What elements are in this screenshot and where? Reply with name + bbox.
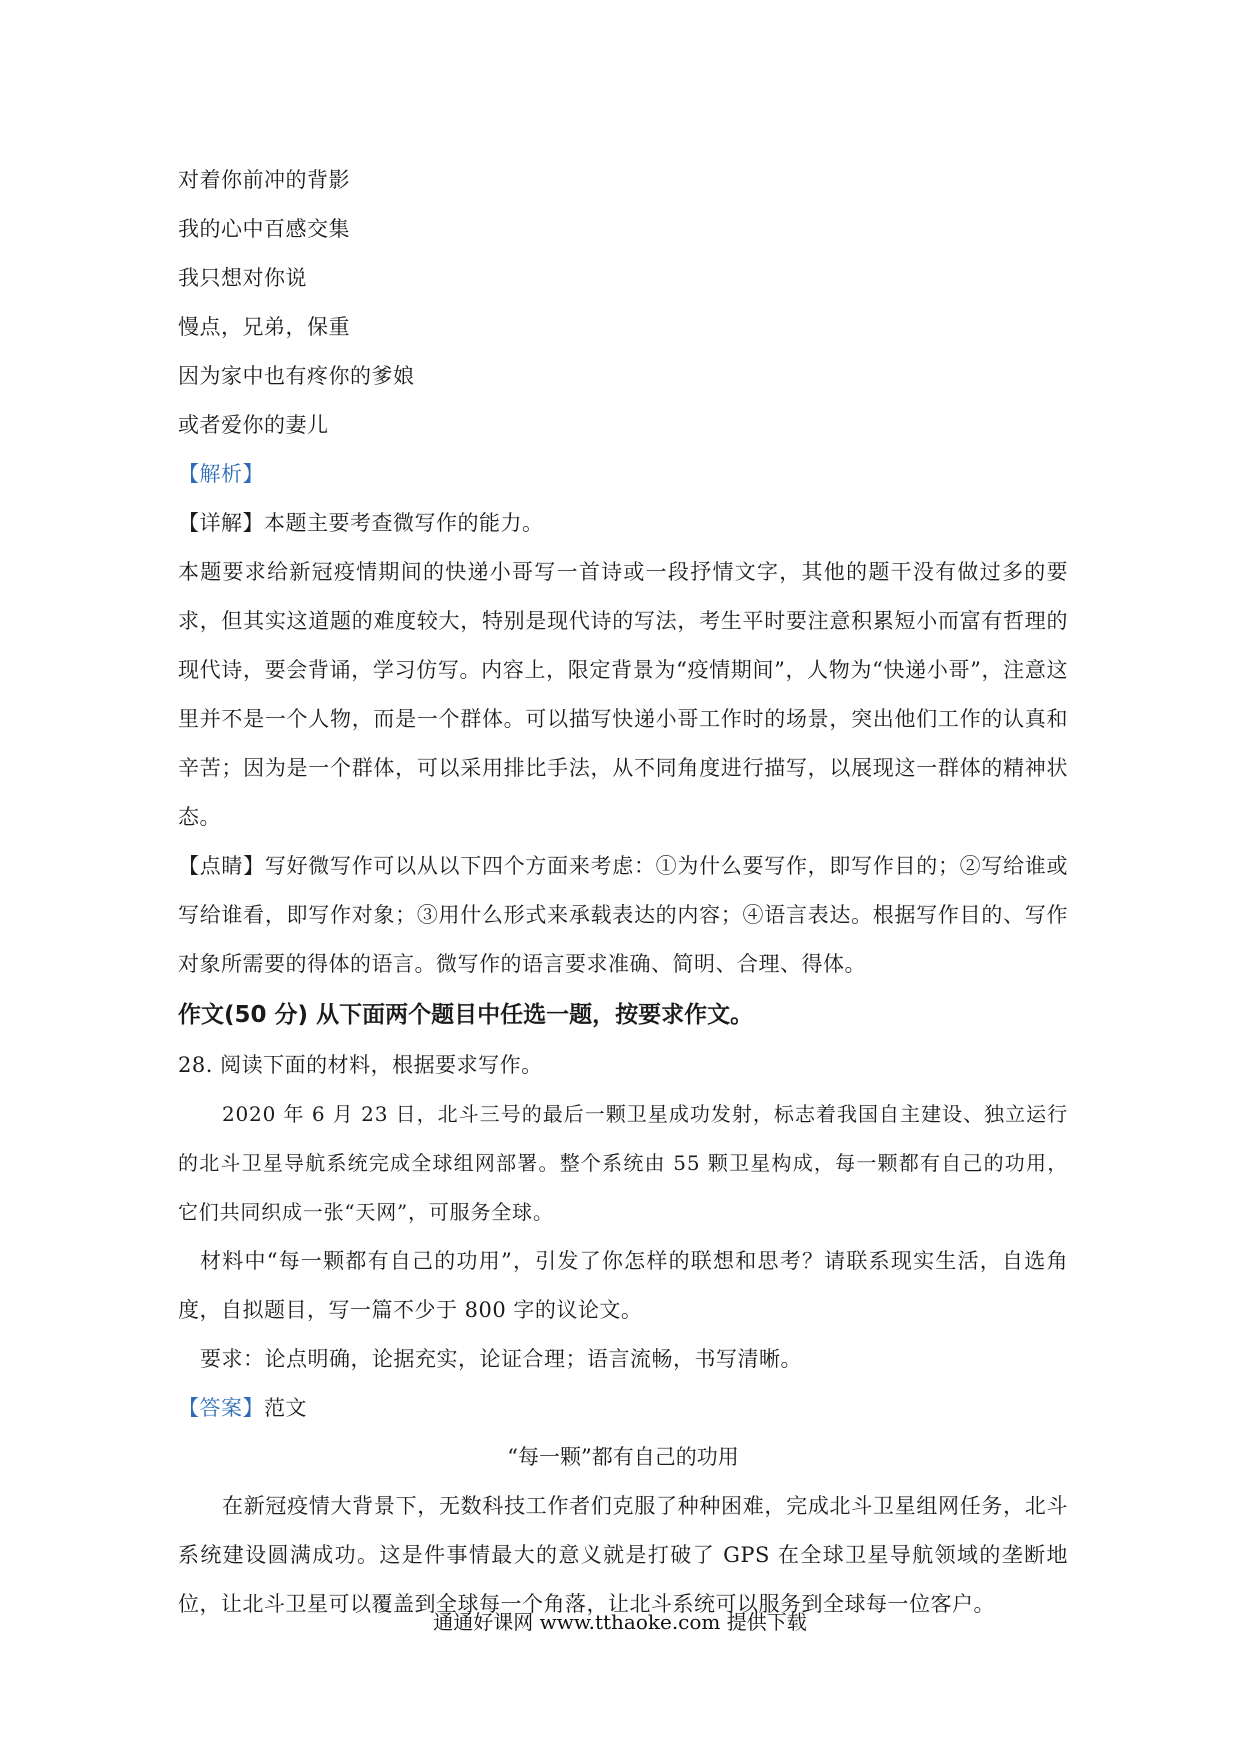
analysis-paragraph: 本题要求给新冠疫情期间的快递小哥写一首诗或一段抒情文字，其他的题干没有做过多的要求，但其实这道题的难度较大，特别是现代诗的写法，考生平时要注意积累短小而富有哲理的现代诗，要会背诵，学习仿写。内容上，限定背景为“疫情期间”，人物为“快递小哥”，注意这里并不是一个人物，而是一个群体。可以描写快递小哥工作时的场景，突出他们工作的认真和辛苦；因为是一个群体，可以采用排比手法，从不同角度进行描写，以展现这一群体的精神状态。 [178, 560, 1068, 829]
detail-label: 【详解】 [178, 511, 264, 535]
tip-paragraph [178, 842, 1068, 989]
tip-label: 【点睛】 [178, 854, 265, 878]
question-28: 28. 阅读下面的材料，根据要求写作。 [178, 1053, 543, 1077]
material-paragraph: 2020 年 6 月 23 日，北斗三号的最后一颗卫星成功发射，标志着我国自主建设、独立运行的北斗卫星导航系统完成全球组网部署。整个系统由 55 颗卫星构成，每一颗都有自己的功用，它们共同织成一张“天网”，可服务全球。 [178, 1102, 1068, 1224]
poem-line: 对着你前冲的背影 [178, 168, 350, 192]
analysis-tag: 【解析】 [178, 462, 264, 486]
tip-text: 写好微写作可以从以下四个方面来考虑：①为什么要写作，即写作目的；②写给谁或写给谁看，即写作对象；③用什么形式来承载表达的内容；④语言表达。根据写作目的、写作对象所需要的得体的语言。微写作的语言要求准确、简明、合理、得体。 [178, 854, 1069, 976]
detail-text: 本题主要考查微写作的能力。 [264, 511, 544, 535]
detail-line [178, 499, 1068, 548]
requirement-line: 要求：论点明确，论据充实，论证合理；语言流畅，书写清晰。 [200, 1347, 802, 1371]
poem-line: 我的心中百感交集 [178, 217, 350, 241]
poem-line: 慢点，兄弟，保重 [178, 315, 350, 339]
answer-text: 范文 [264, 1396, 307, 1420]
essay-title: “每一颗”都有自己的功用 [507, 1445, 739, 1469]
essay-section-heading [178, 989, 1068, 1041]
prompt-paragraph: 材料中“每一颗都有自己的功用”，引发了你怎样的联想和思考？请联系现实生活，自选角度，自拟题目，写一篇不少于 800 字的议论文。 [178, 1249, 1068, 1322]
essay-body: 在新冠疫情大背景下，无数科技工作者们克服了种种困难，完成北斗卫星组网任务，北斗系统建设圆满成功。这是件事情最大的意义就是打破了 GPS 在全球卫星导航领域的垄断地位，让北斗卫星可以覆盖到全球每一个角落，让北斗系统可以服务到全球每一位客户。 [178, 1494, 1068, 1616]
poem [178, 156, 1068, 450]
answer-line [178, 1384, 1068, 1433]
essay-heading-instruction: 从下面两个题目中任选一题，按要求作文。 [316, 1002, 754, 1028]
page-content [178, 156, 1068, 1629]
poem-line: 因为家中也有疼你的爹娘 [178, 364, 415, 388]
answer-label: 【答案】 [178, 1396, 264, 1420]
page-footer: 通通好课网 www.tthaoke.com 提供下载 [433, 1610, 807, 1634]
poem-line: 我只想对你说 [178, 266, 307, 290]
essay-heading-score: 作文(50 分) [178, 1002, 309, 1028]
poem-line: 或者爱你的妻儿 [178, 413, 329, 437]
